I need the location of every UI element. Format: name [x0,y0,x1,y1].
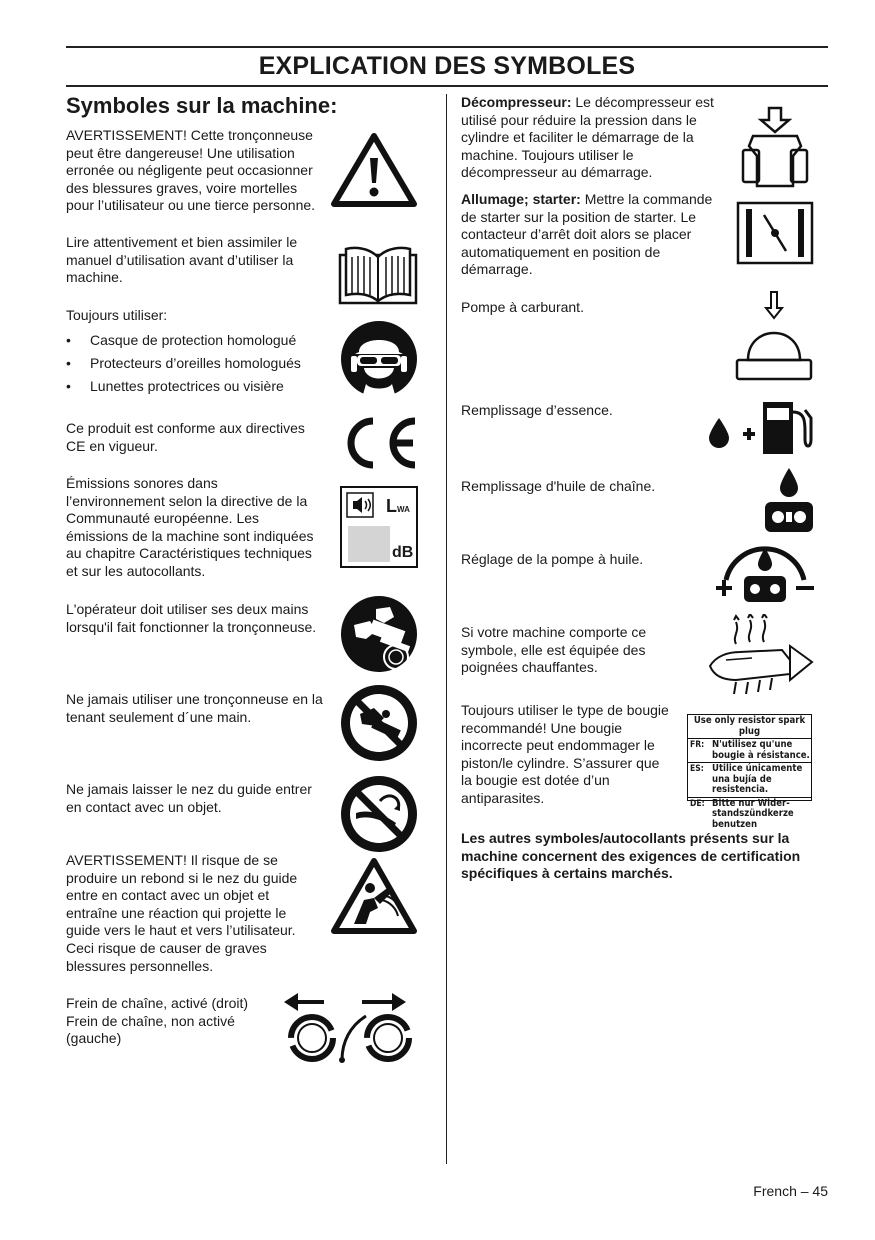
one-hand-text: Ne jamais utiliser une tronçonneuse en la tenant seulement d´une main. [66,691,323,725]
fuel-fill-text: Remplissage d’essence. [461,402,613,418]
chain-brake-text: Frein de chaîne, activé (droit) Frein de chaîne, non activé (gauche) [66,995,249,1047]
protective-equipment-icon [340,320,418,398]
oil-pump-adjust-text: Réglage de la pompe à huile. [461,551,644,567]
speaker-icon [346,492,374,518]
page-number: French – 45 [753,1183,828,1199]
fuel-pump-icon [734,290,814,382]
spark-label-row: FR: N'utilisez qu'une bougie à résistance. [688,739,811,763]
heated-handles-text: Si votre machine comporte ce symbole, elle est équipée des poignées chauffantes. [461,624,647,676]
kickback-warning-icon [330,856,418,936]
chain-oil-fill-icon [760,466,814,534]
warning-triangle-icon [330,131,418,209]
section-heading: Symboles sur la machine: [66,93,338,118]
value-box [348,526,390,562]
choke-text: Allumage; starter: Mettre la commande de starter sur la position de starter. Le contacteur d’arrêt doit alors se placer automatiquement en position de démarrage. [461,191,713,278]
decompressor-icon [735,106,815,188]
ce-text: Ce produit est conforme aux directives CE en vigueur. [66,420,305,454]
spark-label-row: ES: Utilice únicamente una bujía de resistencia. [688,763,811,798]
no-nose-contact-icon [340,775,418,853]
spark-label-header: Use only resistor spark plug [688,715,811,739]
manual-text: Lire attentivement et bien assimiler le manuel d’utilisation avant d’utiliser la machine. [66,234,298,286]
fuel-pump-text: Pompe à carburant. [461,299,584,315]
no-one-hand-icon [340,684,418,762]
title-underline [66,85,828,87]
ce-mark-icon [337,413,421,473]
oil-fill-text: Remplissage d'huile de chaîne. [461,478,656,494]
page-title: EXPLICATION DES SYMBOLES [258,52,636,80]
read-manual-icon [338,243,418,305]
emissions-text: Émissions sonores dans l’environnement selon la directive de la Communauté européenne. Les émissions de la machine sont indiquées au chapitre Caractéristiques techniques et sur les autocollants. [66,475,314,579]
sound-power-label-icon [340,486,418,568]
top-rule [66,46,828,48]
kickback-warning-text: AVERTISSEMENT! Il risque de se produire un rebond si le nez du guide entre en contact avec un objet et entraîne une réaction qui projette le guide vers le haut et vers l’utilisateur. Ceci risque de causer de graves blessures personnelles. [66,852,298,974]
spark-label-row: DE: Bitte nur Wider-standszündkerze benutzen [690,797,794,830]
chain-brake-icon [280,988,416,1064]
nose-contact-text: Ne jamais laisser le nez du guide entrer en contact avec un objet. [66,781,312,815]
db-label: dB [392,544,414,561]
warning-text: AVERTISSEMENT! Cette tronçonneuse peut être dangereuse! Une utilisation erronée ou négligente peut occasionner des blessures graves, voire mortelles pour l’utilisateur ou une tierce personne. [66,127,316,214]
oil-pump-adjust-icon [714,540,816,608]
always-use-text: Toujours utiliser: [66,307,168,323]
two-hands-icon [340,595,418,673]
spark-plug-label [687,714,812,830]
two-hands-text: L'opérateur doit utiliser ses deux mains lorsqu'il fait fonctionner la tronçonneuse. [66,601,317,635]
lwa-label: LWA [386,496,410,516]
column-divider [446,94,447,1164]
decompressor-text: Décompresseur: Le décompresseur est utilisé pour réduire la pression dans le cylindre et faciliter le démarrage de la machine. Toujours utiliser le décompresseur au démarrage. [461,94,714,181]
choke-icon [736,201,814,265]
certification-note: Les autres symboles/autocollants présents sur la machine concernent des exigences de certification spécifiques à certains marchés. [461,830,801,882]
spark-plug-text: Toujours utiliser le type de bougie recommandé! Une bougie incorrecte peut endommager le piston/le cylindre. S’assurer que la bougie est dotée d’un antiparasites. [461,702,669,806]
heated-handles-icon [706,614,816,696]
fuel-fill-icon [705,398,815,458]
